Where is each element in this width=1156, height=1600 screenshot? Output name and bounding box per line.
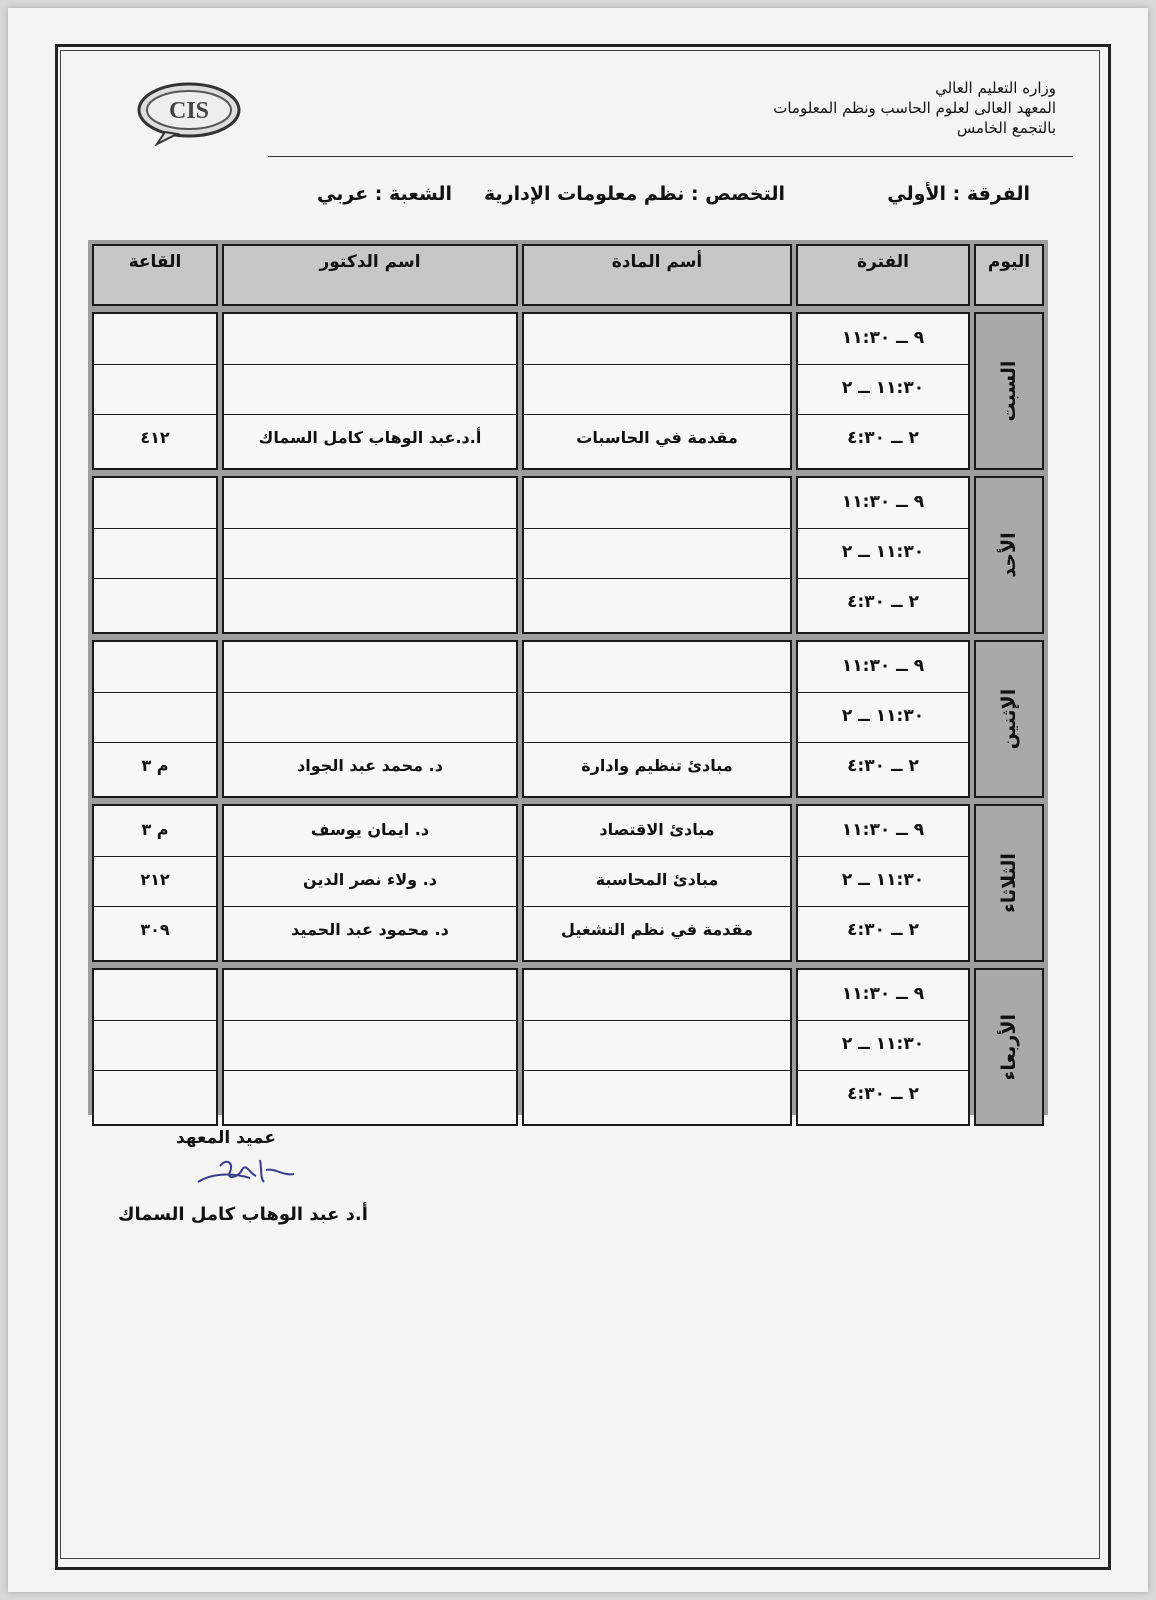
row-divider [524,414,790,415]
day-3-doctor-column [222,640,518,798]
row-divider [224,578,516,579]
room-cell: ٣٠٩ [140,920,170,939]
day-1-subject-column [522,312,792,470]
row-divider [224,1070,516,1071]
row-divider [224,742,516,743]
day-1-room-column [92,312,218,470]
room-cell: ٢١٢ [140,870,170,889]
logo-text: CIS [168,98,210,124]
row-divider [94,906,216,907]
header-cell-doctor [222,244,518,306]
day-5-room-column [92,968,218,1126]
day-2-doctor-column [222,476,518,634]
day-name: السبت [998,360,1020,422]
row-divider [94,856,216,857]
row-divider [94,528,216,529]
day-4-subject-column [522,804,792,962]
day-2-period-column [796,476,970,634]
row-divider [224,528,516,529]
subject-cell: مبادئ تنظيم وادارة [581,756,733,775]
period-time: ٢ ــ ٤:٣٠ [847,428,919,448]
period-time: ١١:٣٠ ــ ٢ [841,870,925,890]
row-divider [224,692,516,693]
row-divider [224,364,516,365]
class-info [210,183,1030,213]
period-time: ٢ ــ ٤:٣٠ [847,1084,919,1104]
day-1-doctor-column [222,312,518,470]
day-2-room-column [92,476,218,634]
row-divider [224,856,516,857]
row-divider [94,578,216,579]
row-divider [798,578,968,579]
header-cell-room [92,244,218,306]
header-cell-subject [522,244,792,306]
row-divider [94,364,216,365]
row-divider [224,414,516,415]
day-1-period-column [796,312,970,470]
row-divider [524,906,790,907]
row-divider [524,1070,790,1071]
header-label-room: القاعة [128,252,182,272]
day-4-day-column [974,804,1044,962]
day-name: الأحد [998,532,1020,578]
row-divider [798,856,968,857]
institute-name: المعهد العالى لعلوم الحاسب ونظم المعلومات [773,99,1056,117]
row-divider [524,578,790,579]
institute-location: بالتجمع الخامس [956,119,1056,137]
period-time: ١١:٣٠ ــ ٢ [841,1034,925,1054]
row-divider [94,1020,216,1021]
dean-signature [190,1152,300,1190]
header-label-subject: أسم المادة [611,252,703,272]
row-divider [798,364,968,365]
schedule-table [88,240,1048,1115]
room-cell: م ٣ [141,756,169,775]
subject-cell: مبادئ الاقتصاد [599,820,715,839]
header-label-day: اليوم [987,252,1031,272]
day-3-day-column [974,640,1044,798]
doctor-cell: د. محمود عبد الحميد [291,920,449,939]
day-4-period-column [796,804,970,962]
room-cell: م ٣ [141,820,169,839]
doctor-cell: د. محمد عبد الجواد [297,756,443,775]
subject-cell: مقدمة في الحاسبات [576,428,738,447]
row-divider [224,906,516,907]
row-divider [798,692,968,693]
day-4-room-column [92,804,218,962]
row-divider [224,1020,516,1021]
period-time: ٩ ــ ١١:٣٠ [841,656,925,676]
ministry-name: وزاره التعليم العالي [935,79,1056,97]
cis-logo [135,80,243,146]
row-divider [798,528,968,529]
row-divider [798,414,968,415]
row-divider [524,528,790,529]
day-5-period-column [796,968,970,1126]
row-divider [524,742,790,743]
row-divider [798,742,968,743]
day-5-subject-column [522,968,792,1126]
period-time: ٢ ــ ٤:٣٠ [847,756,919,776]
period-time: ٩ ــ ١١:٣٠ [841,820,925,840]
day-1-day-column [974,312,1044,470]
row-divider [94,742,216,743]
period-time: ١١:٣٠ ــ ٢ [841,378,925,398]
row-divider [94,1070,216,1071]
period-time: ٩ ــ ١١:٣٠ [841,492,925,512]
subject-cell: مبادئ المحاسبة [595,870,719,889]
room-cell: ٤١٢ [140,428,170,447]
dean-title: عميد المعهد [176,1128,276,1148]
doctor-cell: د. ولاء نصر الدين [303,870,437,889]
period-time: ٢ ــ ٤:٣٠ [847,920,919,940]
day-5-doctor-column [222,968,518,1126]
institution-header [696,78,1056,138]
period-time: ١١:٣٠ ــ ٢ [841,706,925,726]
day-3-room-column [92,640,218,798]
day-name: الإثنين [998,688,1020,750]
day-name: الأربعاء [998,1014,1020,1081]
day-4-doctor-column [222,804,518,962]
subject-cell: مقدمة في نظم التشغيل [561,920,753,939]
header-label-period: الفترة [857,252,909,272]
level-label: الفرقة : الأولي [887,183,1030,205]
row-divider [524,1020,790,1021]
header-divider [268,156,1073,157]
day-2-day-column [974,476,1044,634]
header-cell-period [796,244,970,306]
day-3-period-column [796,640,970,798]
row-divider [524,692,790,693]
row-divider [524,856,790,857]
day-name: الثلاثاء [998,853,1020,913]
header-cell-day [974,244,1044,306]
row-divider [798,906,968,907]
doctor-cell: د. ايمان يوسف [310,820,430,839]
row-divider [524,364,790,365]
period-time: ٩ ــ ١١:٣٠ [841,328,925,348]
row-divider [798,1020,968,1021]
header-label-doctor: اسم الدكتور [319,252,421,272]
period-time: ١١:٣٠ ــ ٢ [841,542,925,562]
dean-name: أ.د عبد الوهاب كامل السماك [118,1204,368,1225]
row-divider [798,1070,968,1071]
row-divider [94,414,216,415]
row-divider [94,692,216,693]
period-time: ٩ ــ ١١:٣٠ [841,984,925,1004]
doctor-cell: أ.د.عبد الوهاب كامل السماك [258,428,482,447]
specialization-label: التخصص : نظم معلومات الإدارية [483,183,785,205]
day-2-subject-column [522,476,792,634]
branch-label: الشعبة : عربي [317,183,452,205]
day-5-day-column [974,968,1044,1126]
day-3-subject-column [522,640,792,798]
period-time: ٢ ــ ٤:٣٠ [847,592,919,612]
